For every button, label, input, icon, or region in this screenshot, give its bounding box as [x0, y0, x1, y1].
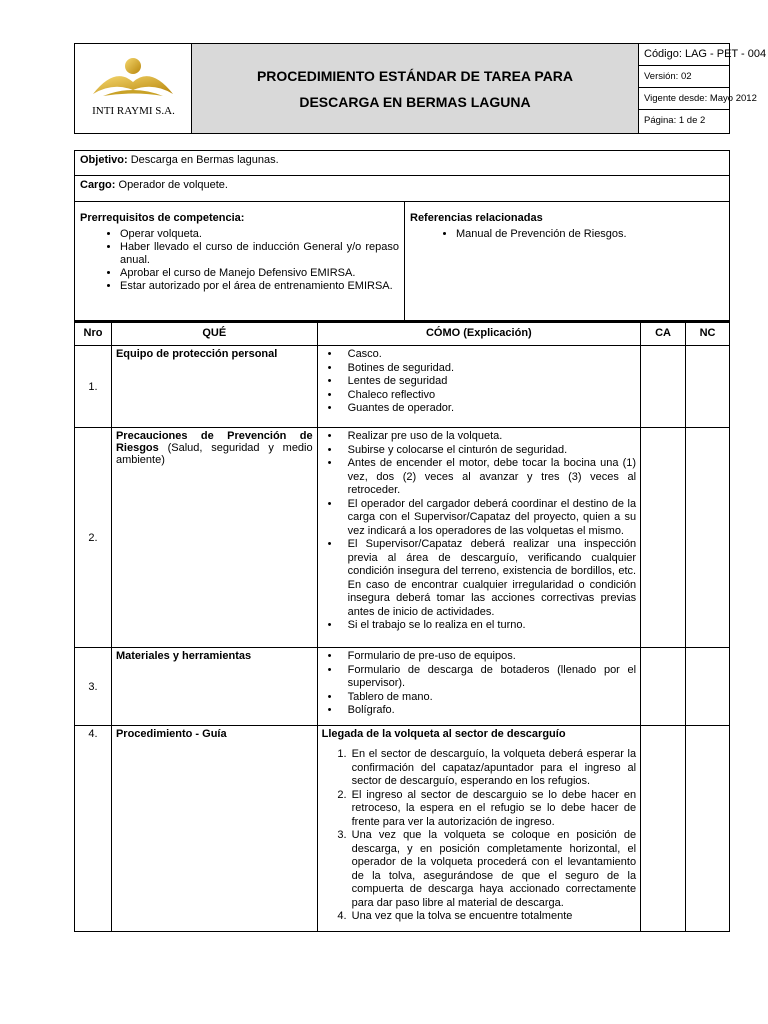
objective-label: Objetivo:	[80, 154, 128, 166]
row-que-bold: Materiales y herramientas	[115, 650, 252, 662]
row-como	[317, 428, 640, 648]
meta-cell	[639, 44, 767, 133]
version-field: Versión: 02	[639, 66, 729, 88]
list-item: • Operar volqueta.	[120, 228, 399, 241]
list-item: 1. En el sector de descarguío, la volqueta deberá esperar la confirmación del capataz/apuntador para el ingreso al sector de descarguío, esperando en los refugios.	[350, 748, 636, 789]
logo-cell	[75, 44, 192, 133]
table-row	[75, 648, 730, 726]
procedure-steps	[322, 748, 636, 924]
document-header	[74, 43, 767, 134]
row-como	[317, 346, 640, 428]
row-nc	[686, 428, 730, 648]
list-item: • Tablero de mano.	[348, 691, 636, 705]
row-number: 4.	[75, 726, 112, 932]
list-item: • El operador del cargador deberá coordinar el destino de la carga con el Supervisor/Capataz del proyecto, quien a su vez indicará a los operadores de las volquetas el mismo.	[348, 498, 636, 539]
role-label: Cargo:	[80, 179, 116, 191]
list-item: • Botines de seguridad.	[348, 362, 636, 376]
header-como: CÓMO (Explicación)	[317, 321, 640, 346]
row-nc	[686, 648, 730, 726]
list-item: • Manual de Prevención de Riesgos.	[456, 228, 724, 241]
list-item: 4. Una vez que la tolva se encuentre totalmente	[350, 910, 636, 924]
list-item: • Realizar pre uso de la volqueta.	[348, 430, 636, 444]
row-ca	[641, 648, 686, 726]
row-que-bold: Precauciones de Prevención de Riesgos	[115, 430, 313, 454]
list-item: • Chaleco reflectivo	[348, 389, 636, 403]
list-item: • El Supervisor/Capataz deberá realizar una inspección previa al área de descarguío, verificando cualquier condición insegura del terreno, existencia de bordillos, etc. En caso de encontrar cualquier irregularidad o condición insegura deberá tomar las acciones correctivas previas antes de inicio de actividades.	[348, 538, 636, 619]
info-block	[74, 150, 730, 323]
row-number: 1.	[75, 346, 112, 428]
valid-from-field: Vigente desde: Mayo 2012	[639, 88, 729, 110]
row-como	[317, 648, 640, 726]
title-cell	[192, 44, 639, 133]
table-row	[75, 346, 730, 428]
references-list	[410, 228, 724, 241]
document-title-line1: PROCEDIMIENTO ESTÁNDAR DE TAREA PARA	[256, 67, 574, 84]
prerequisites-title: Prerrequisitos de competencia:	[80, 212, 245, 224]
list-item: • Si el trabajo se lo realiza en el turno.	[348, 619, 636, 633]
page-field: Página: 1 de 2	[644, 115, 706, 126]
list-item: 2. El ingreso al sector de descarguio se lo debe hacer en retroceso, la espera en el refugio se lo debe hacer de frente para ver la autorización de ingreso.	[350, 789, 636, 830]
row-que	[111, 346, 317, 428]
row-items	[322, 348, 636, 416]
list-item: • Guantes de operador.	[348, 402, 636, 416]
role-text: Operador de volquete.	[115, 179, 228, 191]
row-como	[317, 726, 640, 932]
header-que: QUÉ	[111, 321, 317, 346]
row-items	[322, 650, 636, 718]
procedure-subtitle: Llegada de la volqueta al sector de descarguío	[321, 728, 566, 740]
header-ca: CA	[641, 321, 686, 346]
row-number: 3.	[75, 648, 112, 726]
prerequisites-cell	[75, 202, 405, 321]
row-nc	[686, 726, 730, 932]
references-title: Referencias relacionadas	[410, 212, 543, 224]
table-row	[75, 726, 730, 932]
company-logo-icon	[75, 44, 192, 104]
list-item: • Casco.	[348, 348, 636, 362]
row-ca	[641, 346, 686, 428]
company-name: INTI RAYMI S.A.	[92, 105, 175, 117]
table-row	[75, 428, 730, 648]
row-que-normal: (Salud, seguridad y medio ambiente)	[115, 442, 313, 466]
table-header-row	[75, 321, 730, 346]
objective-text: Descarga en Bermas lagunas.	[127, 154, 279, 166]
document-title-line2: DESCARGA EN BERMAS LAGUNA	[299, 93, 531, 110]
role-row	[75, 176, 729, 202]
row-nc	[686, 346, 730, 428]
list-item: • Estar autorizado por el área de entrenamiento EMIRSA.	[120, 280, 399, 293]
list-item: • Bolígrafo.	[348, 704, 636, 718]
references-cell	[405, 202, 729, 321]
row-ca	[641, 428, 686, 648]
list-item: • Aprobar el curso de Manejo Defensivo EMIRSA.	[120, 267, 399, 280]
row-ca	[641, 726, 686, 932]
list-item: • Antes de encender el motor, debe tocar la bocina una (1) vez, dos (2) veces al avanzar y tres (3) veces al retroceder.	[348, 457, 636, 498]
prerequisites-row	[75, 202, 729, 322]
list-item: • Subirse y colocarse el cinturón de seguridad.	[348, 444, 636, 458]
list-item: • Formulario de descarga de botaderos (llenado por el supervisor).	[348, 664, 636, 691]
row-que	[111, 648, 317, 726]
row-que	[111, 428, 317, 648]
prerequisites-list	[80, 228, 399, 293]
header-nc: NC	[686, 321, 730, 346]
row-number: 2.	[75, 428, 112, 648]
list-item: • Lentes de seguridad	[348, 375, 636, 389]
list-item: • Formulario de pre-uso de equipos.	[348, 650, 636, 664]
row-que: Procedimiento - Guía	[111, 726, 317, 932]
objective-row	[75, 151, 729, 176]
code-field: Código: LAG - PET - 004	[639, 44, 729, 66]
procedure-table	[74, 320, 730, 932]
list-item: • Haber llevado el curso de inducción General y/o repaso anual.	[120, 241, 399, 267]
row-que-bold: Equipo de protección personal	[115, 348, 278, 360]
row-items	[322, 430, 636, 633]
list-item: 3. Una vez que la volqueta se coloque en posición de descarga, y en posición completamente horizontal, el operador de la volqueta procederá con el levantamiento de la tolva, asegurándose de que el seguro de la compuerta de descarga haya accionado correctamente para dar paso libre al material de descarga.	[350, 829, 636, 910]
header-nro: Nro	[75, 321, 112, 346]
